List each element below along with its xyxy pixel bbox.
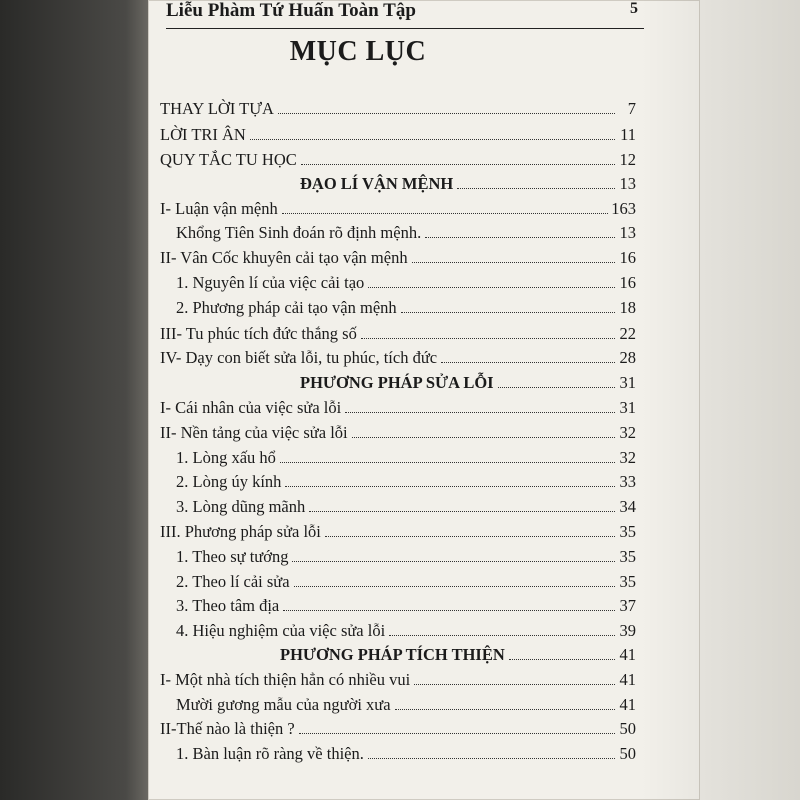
toc-title: MỤC LỤC <box>289 36 427 67</box>
toc-entry[interactable]: LỜI TRI ÂN 11 <box>160 125 636 144</box>
toc-entry[interactable]: II- Nền tảng của việc sửa lỗi 32 <box>160 423 636 442</box>
toc-section[interactable]: ĐẠO LÍ VẬN MỆNH 13 <box>300 174 636 193</box>
toc-entry[interactable]: I- Luận vận mệnh 163 <box>160 199 636 218</box>
toc-entry[interactable]: 2. Theo lí cải sửa 35 <box>176 572 636 591</box>
toc-entry[interactable]: I- Cái nhân của việc sửa lỗi 31 <box>160 398 636 417</box>
toc-entry[interactable]: 3. Theo tâm địa 37 <box>176 596 636 615</box>
toc-entry[interactable]: Khổng Tiên Sinh đoán rõ định mệnh. 13 <box>176 223 636 242</box>
toc-entry[interactable]: 1. Lòng xấu hổ 32 <box>176 448 636 467</box>
toc-section[interactable]: PHƯƠNG PHÁP SỬA LỖI 31 <box>300 373 636 392</box>
running-header <box>166 0 644 29</box>
toc-entry[interactable]: 2. Lòng úy kính 33 <box>176 472 636 491</box>
toc-entry[interactable]: III. Phương pháp sửa lỗi 35 <box>160 522 636 541</box>
toc-entry[interactable]: THAY LỜI TỰA 7 <box>160 99 636 118</box>
background-right <box>700 0 800 800</box>
toc-entry[interactable]: 1. Nguyên lí của việc cải tạo 16 <box>176 273 636 292</box>
toc-entry[interactable]: 2. Phương pháp cải tạo vận mệnh 18 <box>176 298 636 317</box>
toc-entry[interactable]: II- Vân Cốc khuyên cải tạo vận mệnh 16 <box>160 248 636 267</box>
toc-section[interactable]: PHƯƠNG PHÁP TÍCH THIỆN 41 <box>280 645 636 664</box>
background-left <box>0 0 148 800</box>
toc-entry[interactable]: IV- Dạy con biết sửa lỗi, tu phúc, tích đức 28 <box>160 348 636 367</box>
toc-entry[interactable]: II-Thế nào là thiện ? 50 <box>160 719 636 738</box>
page-number: 5 <box>630 0 638 17</box>
toc-entry[interactable]: I- Một nhà tích thiện hẳn có nhiều vui 41 <box>160 670 636 689</box>
toc-entry[interactable]: 3. Lòng dũng mãnh 34 <box>176 497 636 516</box>
toc-entry[interactable]: 1. Theo sự tướng 35 <box>176 547 636 566</box>
book-title: Liễu Phàm Tứ Huấn Toàn Tập <box>166 0 416 21</box>
toc-entry[interactable]: QUY TẮC TU HỌC 12 <box>160 150 636 169</box>
toc-entry[interactable]: III- Tu phúc tích đức thắng số 22 <box>160 324 636 343</box>
toc-entry[interactable]: 4. Hiệu nghiệm của việc sửa lỗi 39 <box>176 621 636 640</box>
book-page <box>148 0 700 800</box>
toc-entry[interactable]: 1. Bàn luận rõ ràng về thiện. 50 <box>176 744 636 763</box>
toc-entry[interactable]: Mười gương mẫu của người xưa 41 <box>176 695 636 714</box>
